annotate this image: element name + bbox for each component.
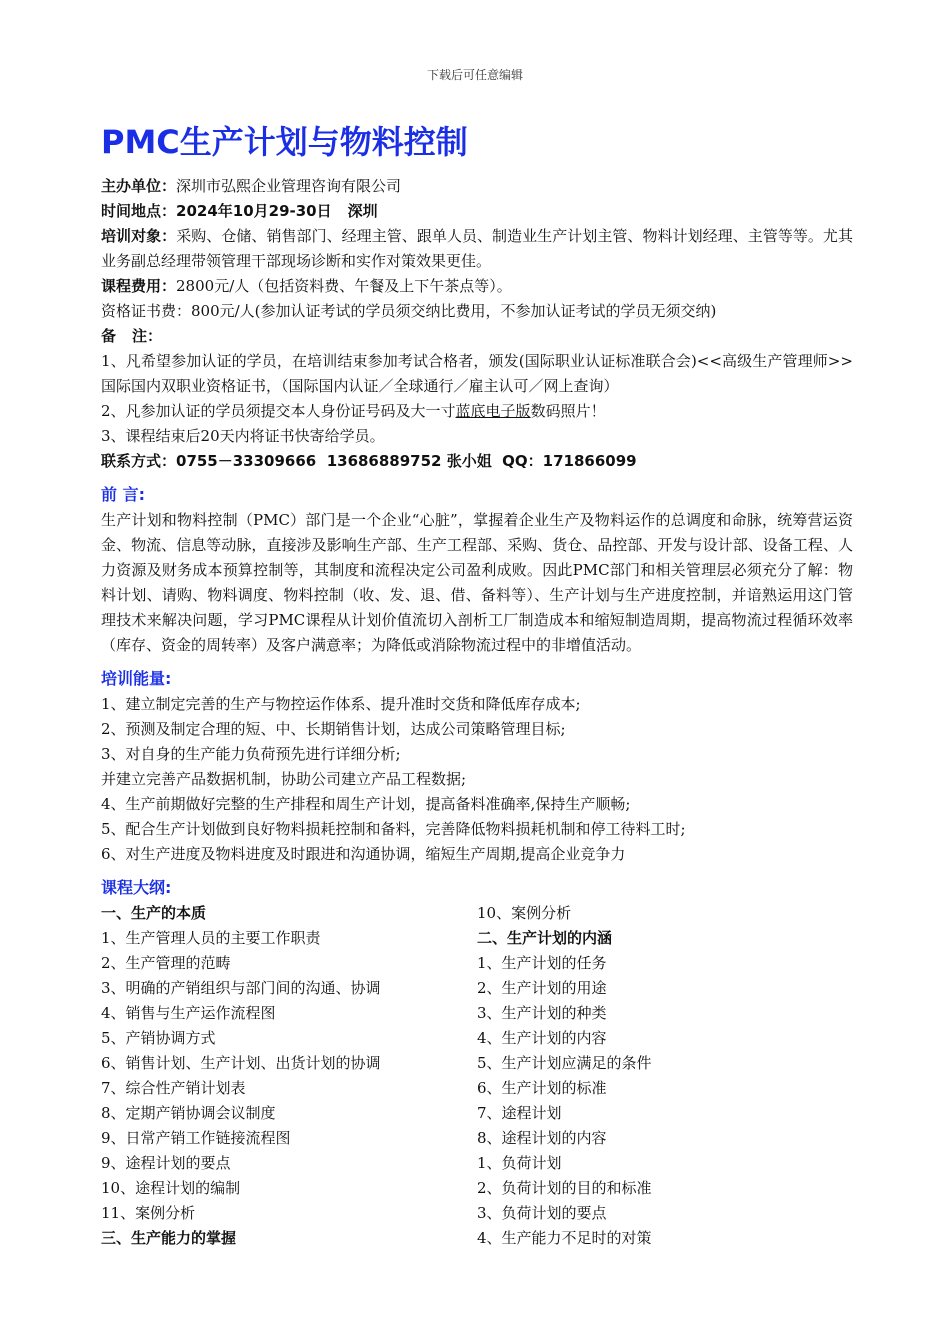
outline-section-heading: 一、生产的本质	[101, 904, 207, 922]
remark-label-a: 备	[101, 327, 117, 345]
outline-section-heading: 二、生产计划的内涵	[477, 929, 613, 947]
outline-right-column	[477, 901, 853, 1251]
remark-3: 3、课程结束后20天内将证书快寄给学员。	[101, 427, 385, 445]
preface-text: 生产计划和物料控制（PMC）部门是一个企业“心脏”，掌握着企业生产及物料运作的总调度和命脉，统筹营运资金、物流、信息等动脉，直接涉及影响生产部、生产工程部、采购、货仓、品控部、开发与设计部、设备工程、人力资源及财务成本预算控制等，其制度和流程决定公司盈利成败。因此PMC部门和相关管理层必须充分了解：物料计划、请购、物料调度、物料控制（收、发、退、借、备料等）、生产计划与生产进度控制，并谙熟运用这门管理技术来解决问题，学习PMC课程从计划价值流切入剖析工厂制造成本和缩短制造周期，提高物流过程循环效率（库存、资金的周转率）及客户满意率；为降低或消除物流过程中的非增值活动。	[101, 511, 853, 654]
list-item: 1、生产管理人员的主要工作职责	[101, 929, 321, 947]
list-item: 7、途程计划	[477, 1104, 562, 1122]
time-place-label: 时间地点：	[101, 202, 177, 220]
list-item: 1、负荷计划	[477, 1154, 562, 1172]
list-item: 6、销售计划、生产计划、出货计划的协调	[101, 1054, 381, 1072]
preface-heading: 前 言:	[101, 485, 145, 504]
organizer-line	[101, 174, 853, 199]
audience-line	[101, 224, 853, 274]
fee-value: 2800元/人（包括资料费、午餐及上下午茶点等）。	[176, 277, 512, 295]
document-body	[101, 120, 853, 1251]
list-item: 1、生产计划的任务	[477, 954, 607, 972]
list-item: 5、产销协调方式	[101, 1029, 216, 1047]
list-item: 5、配合生产计划做到良好物料损耗控制和备料，完善降低物料损耗机制和停工待料工时;	[101, 820, 686, 838]
list-item: 2、负荷计划的目的和标准	[477, 1179, 652, 1197]
list-item: 8、途程计划的内容	[477, 1129, 607, 1147]
remark-2-tail: 数码照片！	[530, 402, 606, 420]
list-item: 4、生产能力不足时的对策	[477, 1229, 652, 1247]
list-item: 2、预测及制定合理的短、中、长期销售计划，达成公司策略管理目标;	[101, 720, 566, 738]
remark-2	[101, 399, 853, 424]
remark-2-underlined: 蓝底电子版	[455, 402, 531, 420]
abilities-list	[101, 692, 853, 867]
remark-label	[101, 324, 853, 349]
fee-label: 课程费用：	[101, 277, 177, 295]
list-item: 5、生产计划应满足的条件	[477, 1054, 652, 1072]
list-item: 4、生产前期做好完整的生产排程和周生产计划，提高备料准确率,保持生产顺畅;	[101, 795, 631, 813]
page-header-note: 下载后可任意编辑	[426, 68, 523, 82]
audience-value: 采购、仓储、销售部门、经理主管、跟单人员、制造业生产计划主管、物料计划经理、主管等等。尤其业务副总经理带领管理干部现场诊断和实作对策效果更佳。	[101, 227, 853, 270]
outline-columns	[101, 901, 853, 1251]
remark-label-b: 注：	[132, 327, 163, 345]
document-title: PMC生产计划与物料控制	[101, 123, 468, 161]
list-item: 4、生产计划的内容	[477, 1029, 607, 1047]
list-item: 3、生产计划的种类	[477, 1004, 607, 1022]
list-item: 11、案例分析	[101, 1204, 196, 1222]
remark-2-text: 2、凡参加认证的学员须提交本人身份证号码及大一寸	[101, 402, 456, 420]
list-item: 并建立完善产品数据机制，协助公司建立产品工程数据;	[101, 770, 467, 788]
outline-left-column	[101, 901, 477, 1251]
list-item: 3、对自身的生产能力负荷预先进行详细分析;	[101, 745, 401, 763]
list-item: 10、案例分析	[477, 904, 572, 922]
list-item: 1、建立制定完善的生产与物控运作体系、提升准时交货和降低库存成本;	[101, 695, 581, 713]
list-item: 6、生产计划的标准	[477, 1079, 607, 1097]
organizer-label: 主办单位：	[101, 177, 177, 195]
list-item: 2、生产管理的范畴	[101, 954, 231, 972]
remark-1: 1、凡希望参加认证的学员，在培训结束参加考试合格者，颁发(国际职业认证标准联合会)<<高级生产管理师>>国际国内双职业资格证书，（国际国内认证／全球通行／雇主认可／网上查询）	[101, 352, 853, 395]
list-item: 9、日常产销工作链接流程图	[101, 1129, 291, 1147]
abilities-heading: 培训能量:	[101, 669, 172, 688]
outline-section-heading: 三、生产能力的掌握	[101, 1229, 237, 1247]
cert-fee-line: 资格证书费：800元/人(参加认证考试的学员须交纳比费用，不参加认证考试的学员无须交纳)	[101, 302, 717, 320]
list-item: 2、生产计划的用途	[477, 979, 607, 997]
list-item: 9、途程计划的要点	[101, 1154, 231, 1172]
fee-line	[101, 274, 853, 299]
list-item: 4、销售与生产运作流程图	[101, 1004, 276, 1022]
list-item: 8、定期产销协调会议制度	[101, 1104, 276, 1122]
audience-label: 培训对象：	[101, 227, 177, 245]
organizer-value: 深圳市弘熙企业管理咨询有限公司	[176, 177, 402, 195]
list-item: 7、综合性产销计划表	[101, 1079, 246, 1097]
time-place-line	[101, 199, 853, 224]
list-item: 10、途程计划的编制	[101, 1179, 241, 1197]
place-value: 深圳	[347, 202, 378, 220]
list-item: 6、对生产进度及物料进度及时跟进和沟通协调，缩短生产周期,提高企业竞争力	[101, 845, 626, 863]
contact-line: 联系方式：0755－33309666 13686889752 张小姐 QQ：171866099	[101, 452, 637, 470]
time-value: 2024年10月29-30日	[176, 202, 332, 220]
outline-heading: 课程大纲:	[101, 878, 172, 897]
list-item: 3、负荷计划的要点	[477, 1204, 607, 1222]
list-item: 3、明确的产销组织与部门间的沟通、协调	[101, 979, 381, 997]
